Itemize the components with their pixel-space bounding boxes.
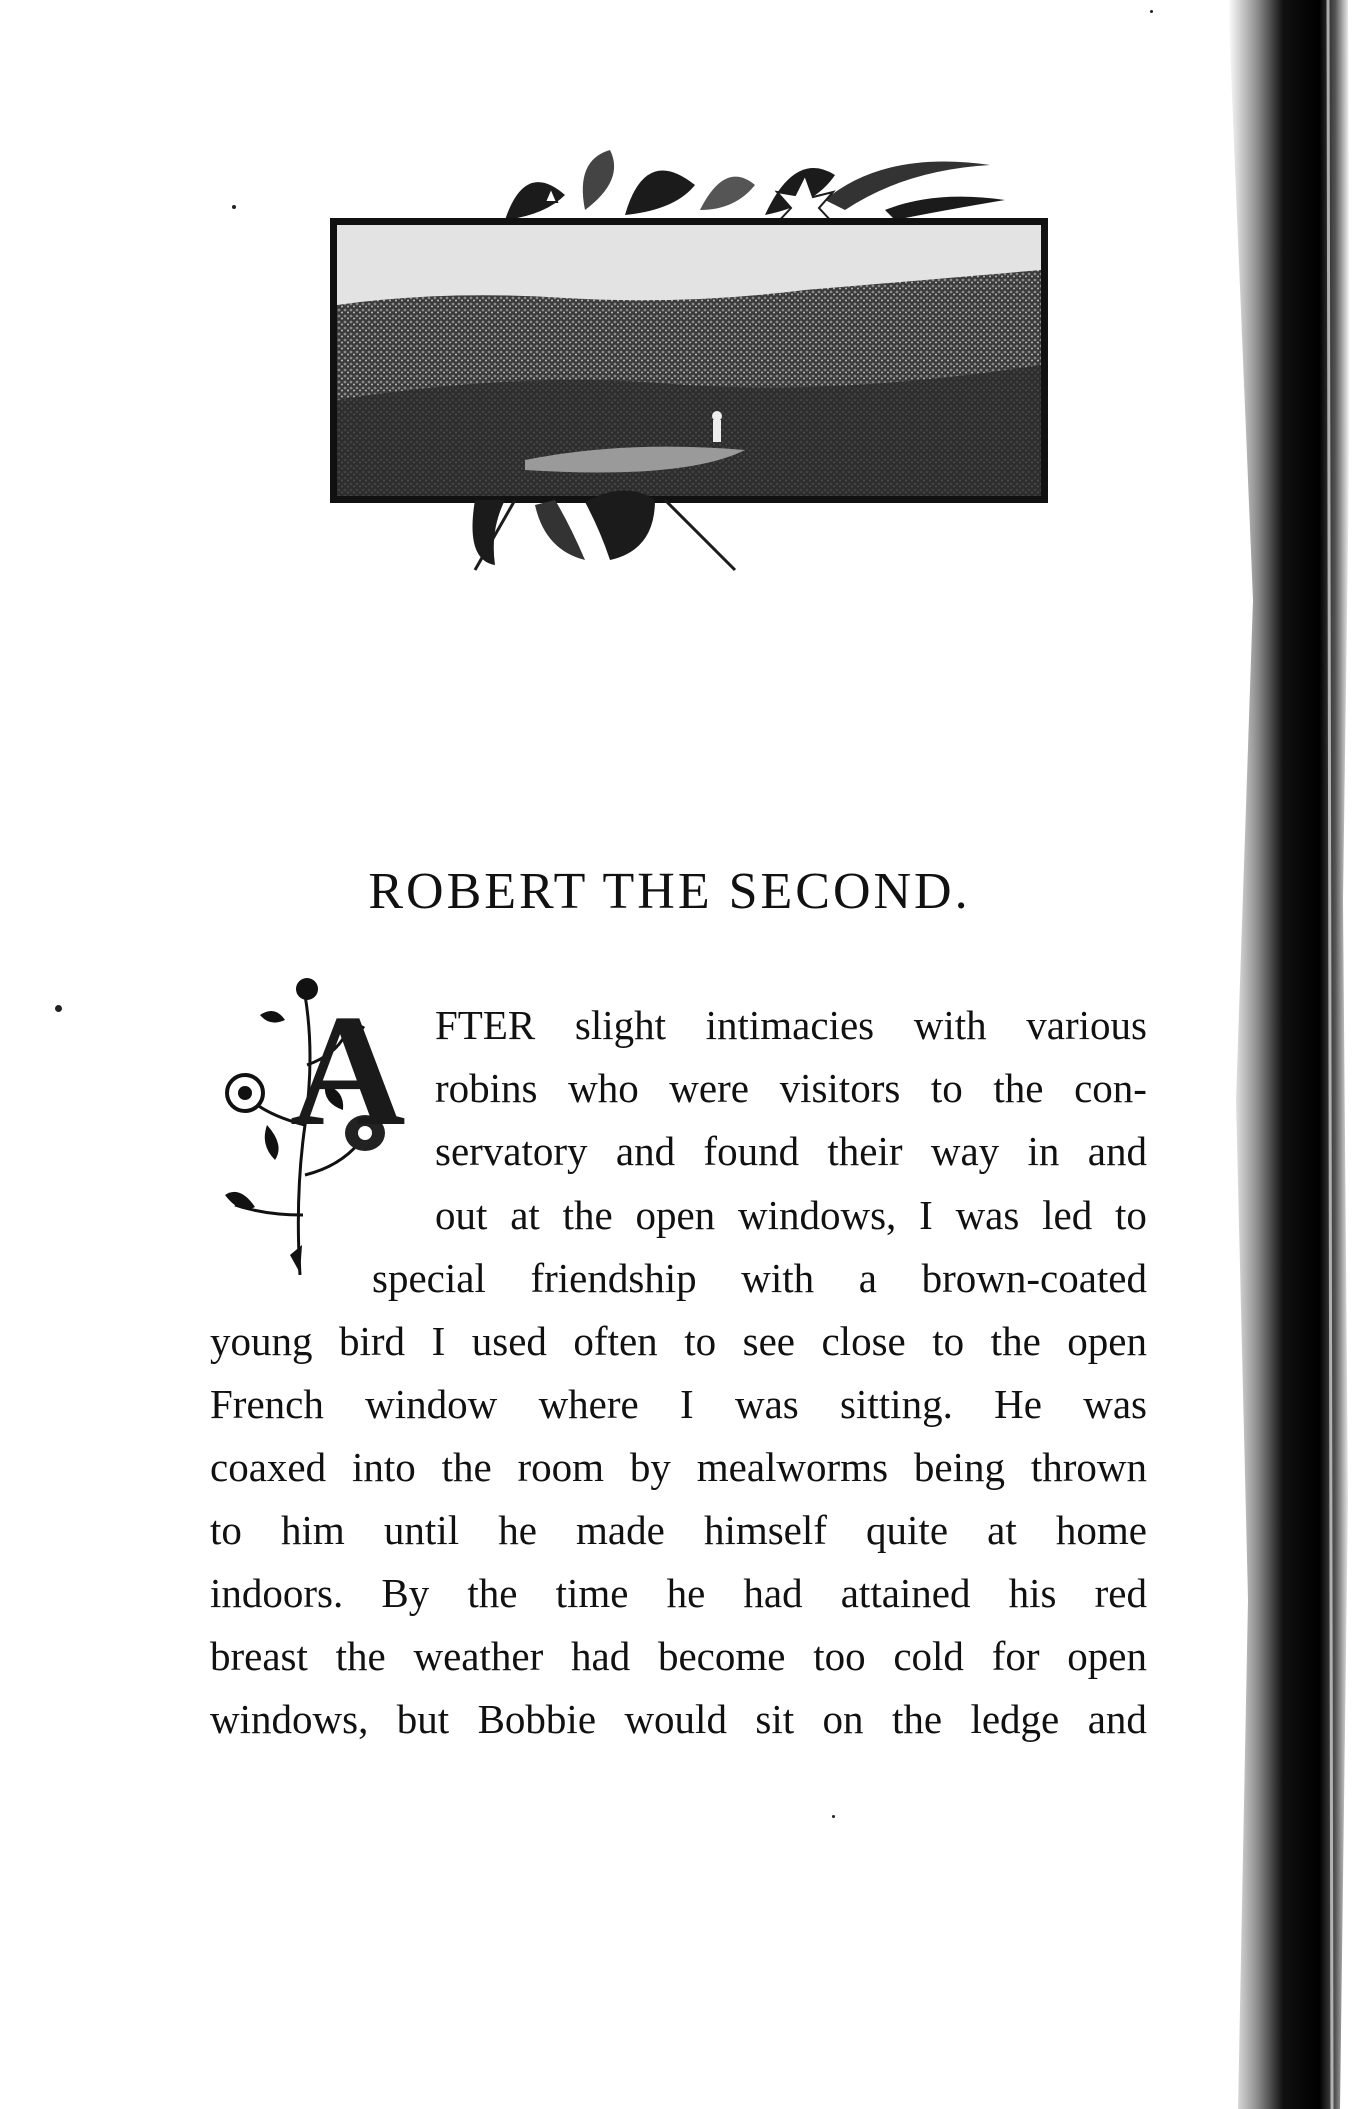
word: to bbox=[932, 1318, 965, 1364]
word: red bbox=[1094, 1570, 1147, 1616]
text-line bbox=[435, 1065, 1147, 1111]
text-line bbox=[210, 1381, 1147, 1427]
word: made bbox=[576, 1507, 665, 1553]
word: open bbox=[1067, 1318, 1147, 1364]
word: led bbox=[1042, 1192, 1093, 1238]
word: servatory bbox=[435, 1128, 588, 1174]
dust-speck bbox=[1150, 10, 1153, 13]
word: way bbox=[930, 1128, 1000, 1174]
word: the bbox=[562, 1192, 613, 1238]
word: for bbox=[991, 1633, 1040, 1679]
word: I bbox=[680, 1381, 694, 1427]
word: where bbox=[538, 1381, 639, 1427]
word: was bbox=[1083, 1381, 1147, 1427]
word: was bbox=[734, 1381, 799, 1427]
word: he bbox=[666, 1570, 706, 1616]
word: and bbox=[615, 1128, 676, 1174]
word: room bbox=[517, 1444, 605, 1490]
word: robins bbox=[435, 1065, 538, 1111]
word: sitting. bbox=[840, 1381, 953, 1427]
word: bird bbox=[339, 1318, 406, 1364]
word: his bbox=[1008, 1570, 1057, 1616]
word: was bbox=[955, 1192, 1020, 1238]
word: sit bbox=[755, 1696, 795, 1742]
word: used bbox=[471, 1318, 547, 1364]
word: indoors. bbox=[210, 1570, 344, 1616]
word: I bbox=[431, 1318, 446, 1364]
word: con- bbox=[1074, 1065, 1147, 1111]
word: By bbox=[381, 1570, 430, 1616]
word: had bbox=[743, 1570, 803, 1616]
word: the bbox=[467, 1570, 518, 1616]
word: attained bbox=[840, 1570, 971, 1616]
text-line bbox=[435, 1128, 1147, 1174]
text-line bbox=[210, 1633, 1147, 1679]
word: visitors bbox=[779, 1065, 901, 1111]
word: a bbox=[858, 1255, 877, 1301]
text-line bbox=[210, 1444, 1147, 1490]
word: young bbox=[210, 1318, 313, 1364]
text-line bbox=[435, 1002, 1147, 1048]
text-line bbox=[372, 1255, 1147, 1301]
word: become bbox=[657, 1633, 786, 1679]
word: windows, bbox=[210, 1696, 369, 1742]
word: their bbox=[827, 1128, 903, 1174]
text-line bbox=[210, 1507, 1147, 1553]
word: open bbox=[1067, 1633, 1147, 1679]
text-line bbox=[210, 1318, 1147, 1364]
word: himself bbox=[703, 1507, 827, 1553]
text-line bbox=[435, 1192, 1147, 1238]
word: and bbox=[1087, 1128, 1147, 1174]
word: the bbox=[441, 1444, 492, 1490]
word: close bbox=[821, 1318, 906, 1364]
word: intimacies bbox=[705, 1002, 875, 1048]
word: mealworms bbox=[696, 1444, 889, 1490]
word: the bbox=[891, 1696, 943, 1742]
word: windows, bbox=[737, 1192, 897, 1238]
word: the bbox=[990, 1318, 1041, 1364]
word: he bbox=[498, 1507, 537, 1553]
word: often bbox=[573, 1318, 658, 1364]
word: weather bbox=[413, 1633, 544, 1679]
chapter-title: ROBERT THE SECOND. bbox=[368, 863, 971, 920]
word: He bbox=[994, 1381, 1042, 1427]
word: on bbox=[822, 1696, 864, 1742]
word: had bbox=[571, 1633, 631, 1679]
word: into bbox=[351, 1444, 416, 1490]
word: until bbox=[383, 1507, 460, 1553]
word: to bbox=[930, 1065, 963, 1111]
word: who bbox=[568, 1065, 639, 1111]
word: FTER bbox=[435, 1002, 536, 1048]
word: out bbox=[435, 1192, 488, 1238]
word: home bbox=[1055, 1507, 1147, 1553]
dropcap-letter: A bbox=[290, 981, 406, 1159]
text-line bbox=[210, 1570, 1147, 1616]
word: at bbox=[987, 1507, 1017, 1553]
word: slight bbox=[574, 1002, 666, 1048]
word: window bbox=[365, 1381, 498, 1427]
word: coaxed bbox=[210, 1444, 327, 1490]
landscape-vignette-icon bbox=[325, 140, 1060, 580]
word: would bbox=[624, 1696, 727, 1742]
word: at bbox=[510, 1192, 540, 1238]
word: the bbox=[335, 1633, 386, 1679]
word: special bbox=[372, 1255, 486, 1301]
word: were bbox=[669, 1065, 749, 1111]
book-spine-edge-icon bbox=[1208, 0, 1363, 2109]
word: friendship bbox=[530, 1255, 697, 1301]
word: Bobbie bbox=[477, 1696, 597, 1742]
word: found bbox=[703, 1128, 800, 1174]
word: in bbox=[1027, 1128, 1060, 1174]
text-line bbox=[210, 1696, 1147, 1742]
dust-speck bbox=[55, 1005, 62, 1012]
word: too bbox=[813, 1633, 866, 1679]
word: him bbox=[281, 1507, 345, 1553]
word: see bbox=[742, 1318, 795, 1364]
word: with bbox=[913, 1002, 987, 1048]
word: brown-coated bbox=[921, 1255, 1147, 1301]
word: being bbox=[913, 1444, 1005, 1490]
word: the bbox=[993, 1065, 1044, 1111]
word: with bbox=[741, 1255, 815, 1301]
word: various bbox=[1026, 1002, 1147, 1048]
word: to bbox=[210, 1507, 242, 1553]
word: by bbox=[629, 1444, 671, 1490]
word: thrown bbox=[1030, 1444, 1147, 1490]
word: open bbox=[635, 1192, 716, 1238]
word: to bbox=[684, 1318, 717, 1364]
word: breast bbox=[210, 1633, 308, 1679]
word: I bbox=[919, 1192, 933, 1238]
word: but bbox=[396, 1696, 450, 1742]
word: and bbox=[1087, 1696, 1147, 1742]
dust-speck bbox=[232, 205, 236, 209]
word: to bbox=[1115, 1192, 1147, 1238]
word: time bbox=[555, 1570, 629, 1616]
word: cold bbox=[893, 1633, 964, 1679]
word: French bbox=[210, 1381, 324, 1427]
word: ledge bbox=[970, 1696, 1060, 1742]
dust-speck bbox=[832, 1815, 835, 1818]
word: quite bbox=[866, 1507, 949, 1553]
